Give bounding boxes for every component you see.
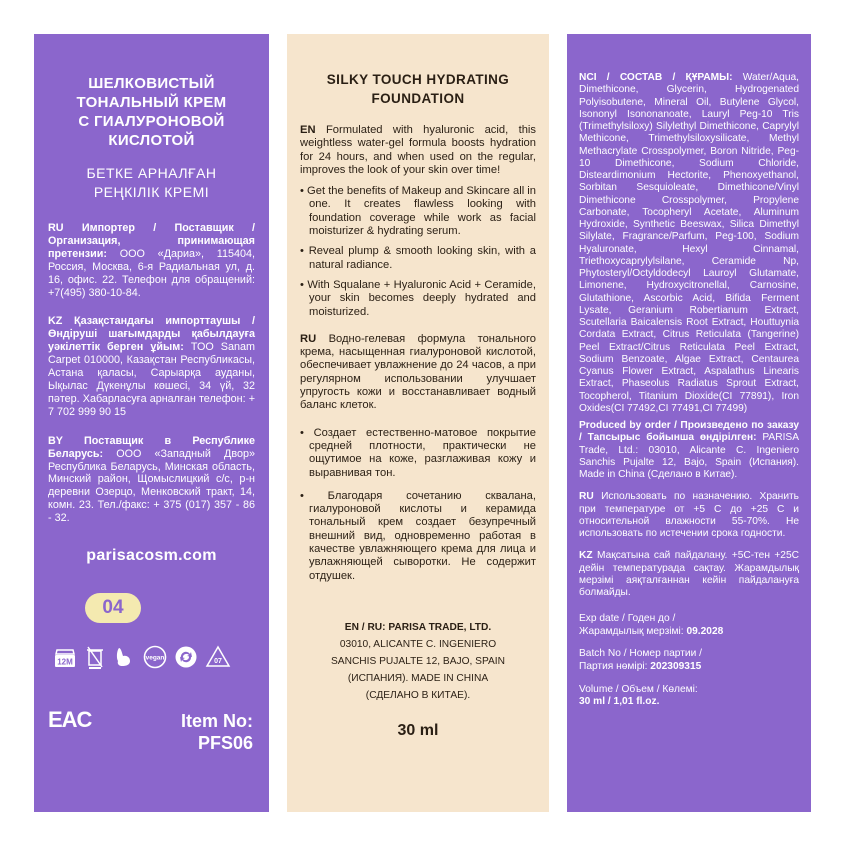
supplier-by-text: ООО «Западный Двор» Республика Беларусь, Минская область, Минский район, Щомыслицкий с/с, р-н деревни Озерцо, Менковский тракт, 14, комн. 23. Тел./факс: + 375 (017) 357 - 86 - 32. [48,447,255,525]
right-panel [567,34,811,812]
en-bullet-1: • Get the benefits of Makeup and Skincare all in one. It creates flawless looking with foundation coverage while work as facial moisturizer & hydrating serum. [300,185,537,238]
en-bullet-2: • Reveal plump & smooth looking skin, with a natural radiance. [300,245,537,271]
en-label: EN [300,124,316,136]
description-ru: RU Водно-гелевая формула тонального крема, насыщенная гиалуроновой кислотой, обеспечивает увлажнение до 24 часов, а при регулярном использовании улучшает упругость кожи и восстанавливает водный баланс клеток. [300,332,536,412]
ru-bullet-1: • Создает естественно-матовое покрытие средней плотности, практически не ощутимое на коже, разглаживая кожу и выравнивая тон. [300,426,536,479]
item-number [181,710,253,754]
description-en: EN Formulated with hyaluronic acid, this weightless water-gel formula boosts hydration for 24 hours, and when used on the regular, improves the look of your skin over time! [300,124,536,176]
produced-by [579,420,799,481]
volume-value: 30 ml / 1,01 fl.oz. [579,696,660,708]
expiry-value: 09.2028 [686,625,724,637]
importer-ru-label: RU Импортер / Поставщик / Организация, принимающая претензии: [48,222,255,260]
en-bullet-3: • With Squalane + Hyaluronic Acid + Ceramide, your skin becomes deeply hydrated and moisturized. [300,278,536,318]
volume-info: Volume / Объем / Көлемі: 30 ml / 1,01 fl.oz. [579,683,698,708]
ingredients [579,72,799,415]
ru-label: RU [300,332,317,345]
product-title-kz: БЕТКЕ АРНАЛҒАН РЕҢКІЛІК КРЕМІ [86,165,217,200]
svg-text:12M: 12M [57,657,73,667]
pao-jar-icon [52,645,78,669]
address-label: EN / RU: PARISA TRADE, LTD. [344,621,492,633]
importer-ru-text: ООО «Дариа», 115404, Россия, Москва, 6-я Радиальная ул, д. 16, офис. 22. Телефон для обращений: +7(495) 380-10-84. [48,247,256,299]
product-title-ru: ШЕЛКОВИСТЫЙ ТОНАЛЬНЫЙ КРЕМ С ГИАЛУРОНОВОЙ КИСЛОТОЙ [76,75,227,149]
ingredients-text: Water/Aqua, Dimethicone, Glycerin, Hydrogenated Polyisobutene, Mineral Oil, Butylene Glycol, Isononyl Isononanoate, Lauryl Peg-10 Tris (Trimethylsiloxy) Silylethyl Dimethicone, Caprylyl Methicone, Trimethylsiloxysilicate, Methyl Methacrylate Crosspolymer, Boron Nitride, Peg-10 Dimethicone, Sodium Chloride, Disteardimonium Hectorite, Phenoxyethanol, Sorbitan Sesquioleate, Dimethicone/Vinyl Dimethicone Crosspolymer, Propylene Carbonate, Tocopheryl Acetate, Aluminum Hydroxide, Synthetic Beeswax, Silica Dimethyl Silylate, Fragrance/Parfum, Peg-100, Sodium Hyaluronate, Hexyl Cinnamal, Triethoxycaprylylsilane, Ceramide Np, Phytosteryl/Octyldodecyl Lauroyl Glutamate, Limonene, Hydroxycitronellal, Carnosine, Glutathione, Ascorbic Acid, Bifida Ferment Lysate, Geranium Robertianum Extract, Scutellaria Baicalensis Root Extract, Houttuynia Cordata Extract, Citrus Reticulata (Tangerine) Peel Extract/Citrus Reticulata Peel Extract, Sodium Benzoate, Algae Extract, Centaurea Cyanus Flower Extract, Aspalathus Linearis Extract, Phaseolus Radiatus Sprout Extract, Tocopherol, Titanium Dioxide(CI 77891), Iron Oxides(CI 77492,CI 77491,CI 77499) [579,72,799,414]
trash-bin-icon [85,645,105,669]
importer-ru [48,222,255,299]
product-title-en: SILKY TOUCH HYDRATING FOUNDATION [326,72,510,106]
batch-value: 202309315 [650,661,702,673]
manufacturer-address: EN / RU: PARISA TRADE, LTD. 03010, ALICANTE C. INGENIERO SANCHIS PUJALTE 12, BAJO, SPAIN (ИСПАНИЯ). MADE IN CHINA (СДЕЛАНО В КИТАЕ). [331,621,505,701]
cruelty-free-rabbit-icon [112,645,136,669]
vegan-icon [143,645,167,669]
expiry-date: Exp date / Годен до / Жарамдылық мерзімі: 09.2028 [579,613,724,637]
batch-number: Batch No / Номер партии / Партия нөмірі: 202309315 [579,648,702,673]
importer-kz-text: ТОО Sanam Carpet 010000, Казақстан Республикасы, Астана қаласы, Сарыарқа ауданы, Ықылас Дүкенұлы көшесі, 34 үй, 32 пәтер. Хабарласуға арналған телефон: + 7 702 999 90 15 [48,341,255,418]
svg-text:vegan: vegan [145,654,165,662]
usage-kz: KZ Мақсатына сай пайдалану. +5С-тен +25С дейін температурада сақтау. Жарамдылық мерзімі аяқталғаннан кейін пайдалануға болмайды. [579,550,799,598]
symbols-row [52,645,255,669]
left-panel [34,34,269,812]
ru-bullet-2: • Благодаря сочетанию сквалана, гиалуроновой кислоты и керамида тональный крем создает безупречный внешний вид, одновременно работая в качестве увлажняющего крема для лица и увлажняющей сыворотки. Не содержит отдушек. [300,489,536,582]
eac-mark: EAC [48,707,92,732]
ingredients-label: NCI / СОСТАВ / ҚҰРАМЫ: [579,72,733,83]
importer-kz-label: KZ Қазақстандағы импорттаушы / Өндіруші шағымдарды қабылдауға уәкілеттік берген ұйым: [48,315,255,354]
supplier-by-label: BY Поставщик в Республике Беларусь: [48,434,255,460]
item-code: PFS06 [197,733,253,753]
svg-text:07: 07 [214,658,222,666]
volume: 30 ml [397,721,439,739]
middle-panel [287,34,549,812]
produced-by-text: PARISA Trade, Ltd.: 03010, Alicante C. Ingeniero Sanchis Pujalte 12, Bajo, Spain (Испания). Made in China (Сделано в Китае). [579,432,799,480]
importer-kz [48,315,255,418]
recycle-triangle-icon [205,645,231,669]
usage-ru: RU Использовать по назначению. Хранить при температуре от +5 С до +25 С и относительной влажности 55-70%. Не использовать по истечении срока годности. [579,491,799,539]
website-link[interactable]: parisacosm.com [86,547,217,565]
shade-badge: 04 [85,593,141,623]
supplier-by [48,435,255,525]
recycling-cycle-icon [174,645,198,669]
item-label: Item No: [181,711,253,731]
produced-by-label: Produced by order / Произведено по заказу / Тапсырыс бойынша өндірілген: [579,420,799,444]
